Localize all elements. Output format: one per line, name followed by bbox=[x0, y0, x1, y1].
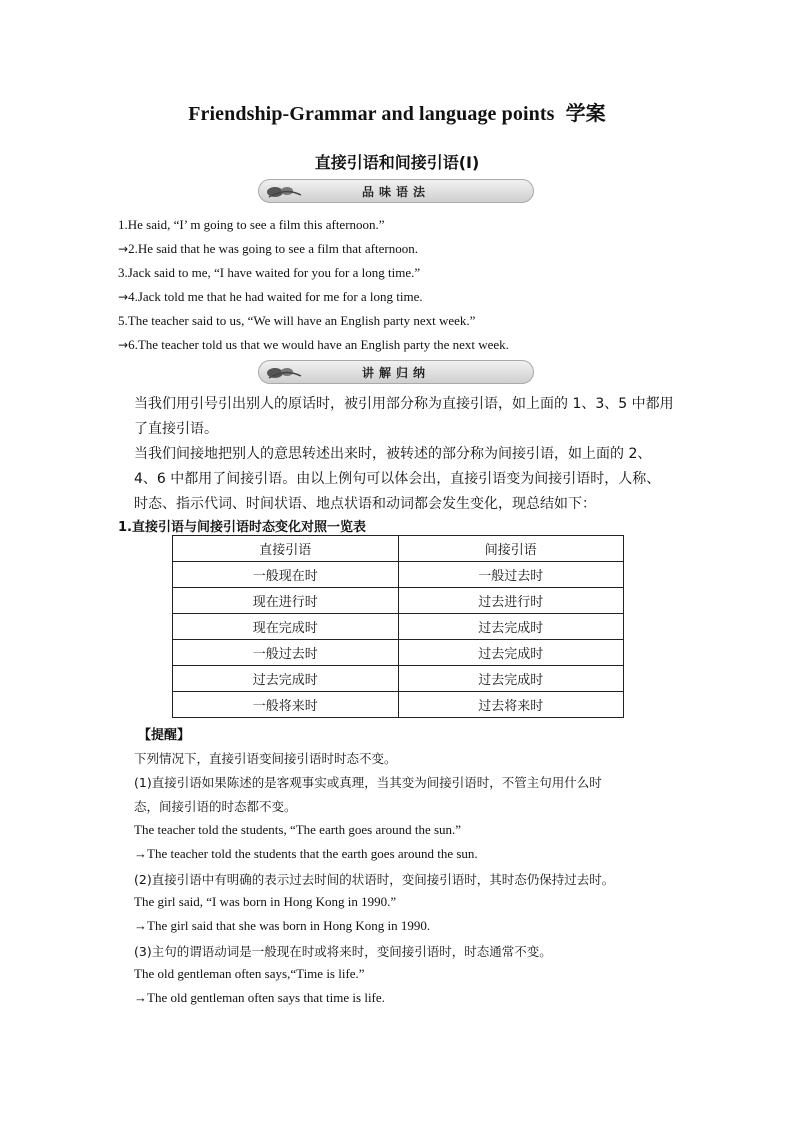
example-line bbox=[118, 217, 385, 233]
tip-example-text: The teacher told the students that the earth goes around the sun. bbox=[147, 846, 478, 861]
tip-example-converted bbox=[134, 846, 478, 862]
table-cell: 现在完成时 bbox=[173, 614, 399, 640]
tips-heading: 【提醒】 bbox=[138, 728, 191, 743]
example-line bbox=[118, 265, 420, 281]
table-cell: 过去完成时 bbox=[398, 640, 624, 666]
table-row bbox=[173, 614, 624, 640]
example-line bbox=[118, 241, 418, 257]
tip-example: The teacher told the students, “The earth goes around the sun.” bbox=[134, 822, 462, 837]
arrow-icon: → bbox=[118, 242, 129, 256]
table-row bbox=[173, 692, 624, 718]
example-text: 6.The teacher told us that we would have an English party the next week. bbox=[128, 337, 509, 352]
table-row bbox=[173, 640, 624, 666]
table-header-row bbox=[173, 536, 624, 562]
title-text: Friendship-Grammar and language points bbox=[188, 103, 555, 125]
table-row bbox=[173, 666, 624, 692]
table-cell: 过去完成时 bbox=[398, 666, 624, 692]
table-cell: 一般现在时 bbox=[173, 562, 399, 588]
example-text: 4.Jack told me that he had waited for me for a long time. bbox=[128, 289, 423, 304]
explanation-paragraph: 当我们间接地把别人的意思转述出来时，被转述的部分称为间接引语，如上面的 2、4、6 中都用了间接引语。由以上例句可以体会出，直接引语变为间接引语时，人称、时态、指示代词、时间状语、地点状语和动词都会发生变化，现总结如下： bbox=[134, 446, 661, 512]
example-line bbox=[118, 313, 475, 329]
example-text: 3.Jack said to me, “I have waited for you for a long time.” bbox=[118, 265, 421, 280]
tips-intro: 下列情况下，直接引语变间接引语时时态不变。 bbox=[134, 751, 397, 766]
banner-label-explain: 讲解归纳 bbox=[361, 366, 430, 380]
tip-rule: 态，间接引语的时态都不变。 bbox=[134, 799, 297, 814]
table-cell: 一般过去时 bbox=[173, 640, 399, 666]
arrow-icon: → bbox=[134, 990, 147, 1005]
tip-rule: (3)主句的谓语动词是一般现在时或将来时，变间接引语时，时态通常不变。 bbox=[134, 944, 552, 959]
title-cn: 学案 bbox=[565, 103, 606, 125]
tense-table bbox=[172, 535, 624, 718]
arrow-icon: → bbox=[118, 290, 129, 304]
banner-label-grammar: 品味语法 bbox=[361, 185, 430, 199]
arrow-icon: → bbox=[118, 338, 129, 352]
arrow-icon: → bbox=[134, 918, 147, 933]
table-cell: 一般过去时 bbox=[398, 562, 624, 588]
example-text: 2.He said that he was going to see a film that afternoon. bbox=[128, 241, 418, 256]
example-text: 1.He said, “I’ m going to see a film this afternoon.” bbox=[118, 217, 385, 232]
tip-example-text: The old gentleman often says that time is life. bbox=[147, 990, 385, 1005]
tip-example: The old gentleman often says,“Time is life.” bbox=[134, 966, 365, 981]
table-header: 直接引语 bbox=[173, 536, 399, 562]
table-cell: 过去完成时 bbox=[398, 614, 624, 640]
tip-example-converted bbox=[134, 990, 385, 1006]
tip-example: The girl said, “I was born in Hong Kong in 1990.” bbox=[134, 894, 397, 909]
table-cell: 一般将来时 bbox=[173, 692, 399, 718]
tip-example-converted bbox=[134, 918, 430, 934]
explanation-block bbox=[134, 392, 674, 517]
table-row bbox=[173, 588, 624, 614]
table-cell: 过去完成时 bbox=[173, 666, 399, 692]
example-line bbox=[118, 289, 423, 305]
tip-example-text: The girl said that she was born in Hong Kong in 1990. bbox=[147, 918, 431, 933]
tip-rule: (1)直接引语如果陈述的是客观事实或真理，当其变为间接引语时，不管主句用什么时 bbox=[134, 775, 602, 790]
example-text: 5.The teacher said to us, “We will have an English party next week.” bbox=[118, 313, 476, 328]
tip-rule: (2)直接引语中有明确的表示过去时间的状语时，变间接引语时，其时态仍保持过去时。 bbox=[134, 872, 615, 887]
lesson-subtitle: 直接引语和间接引语(Ⅰ) bbox=[314, 153, 480, 172]
grammar-banner bbox=[258, 179, 534, 203]
example-line bbox=[118, 337, 509, 353]
explanation-paragraph: 当我们用引号引出别人的原话时，被引用部分称为直接引语，如上面的 1、3、5 中都用了直接引语。 bbox=[134, 396, 674, 437]
table-cell: 现在进行时 bbox=[173, 588, 399, 614]
page-title bbox=[0, 97, 794, 126]
table-cell: 过去进行时 bbox=[398, 588, 624, 614]
table-header: 间接引语 bbox=[398, 536, 624, 562]
section-heading: 1.直接引语与间接引语时态变化对照一览表 bbox=[118, 520, 366, 535]
table-row bbox=[173, 562, 624, 588]
arrow-icon: → bbox=[134, 846, 147, 861]
table-cell: 过去将来时 bbox=[398, 692, 624, 718]
explain-banner bbox=[258, 360, 534, 384]
